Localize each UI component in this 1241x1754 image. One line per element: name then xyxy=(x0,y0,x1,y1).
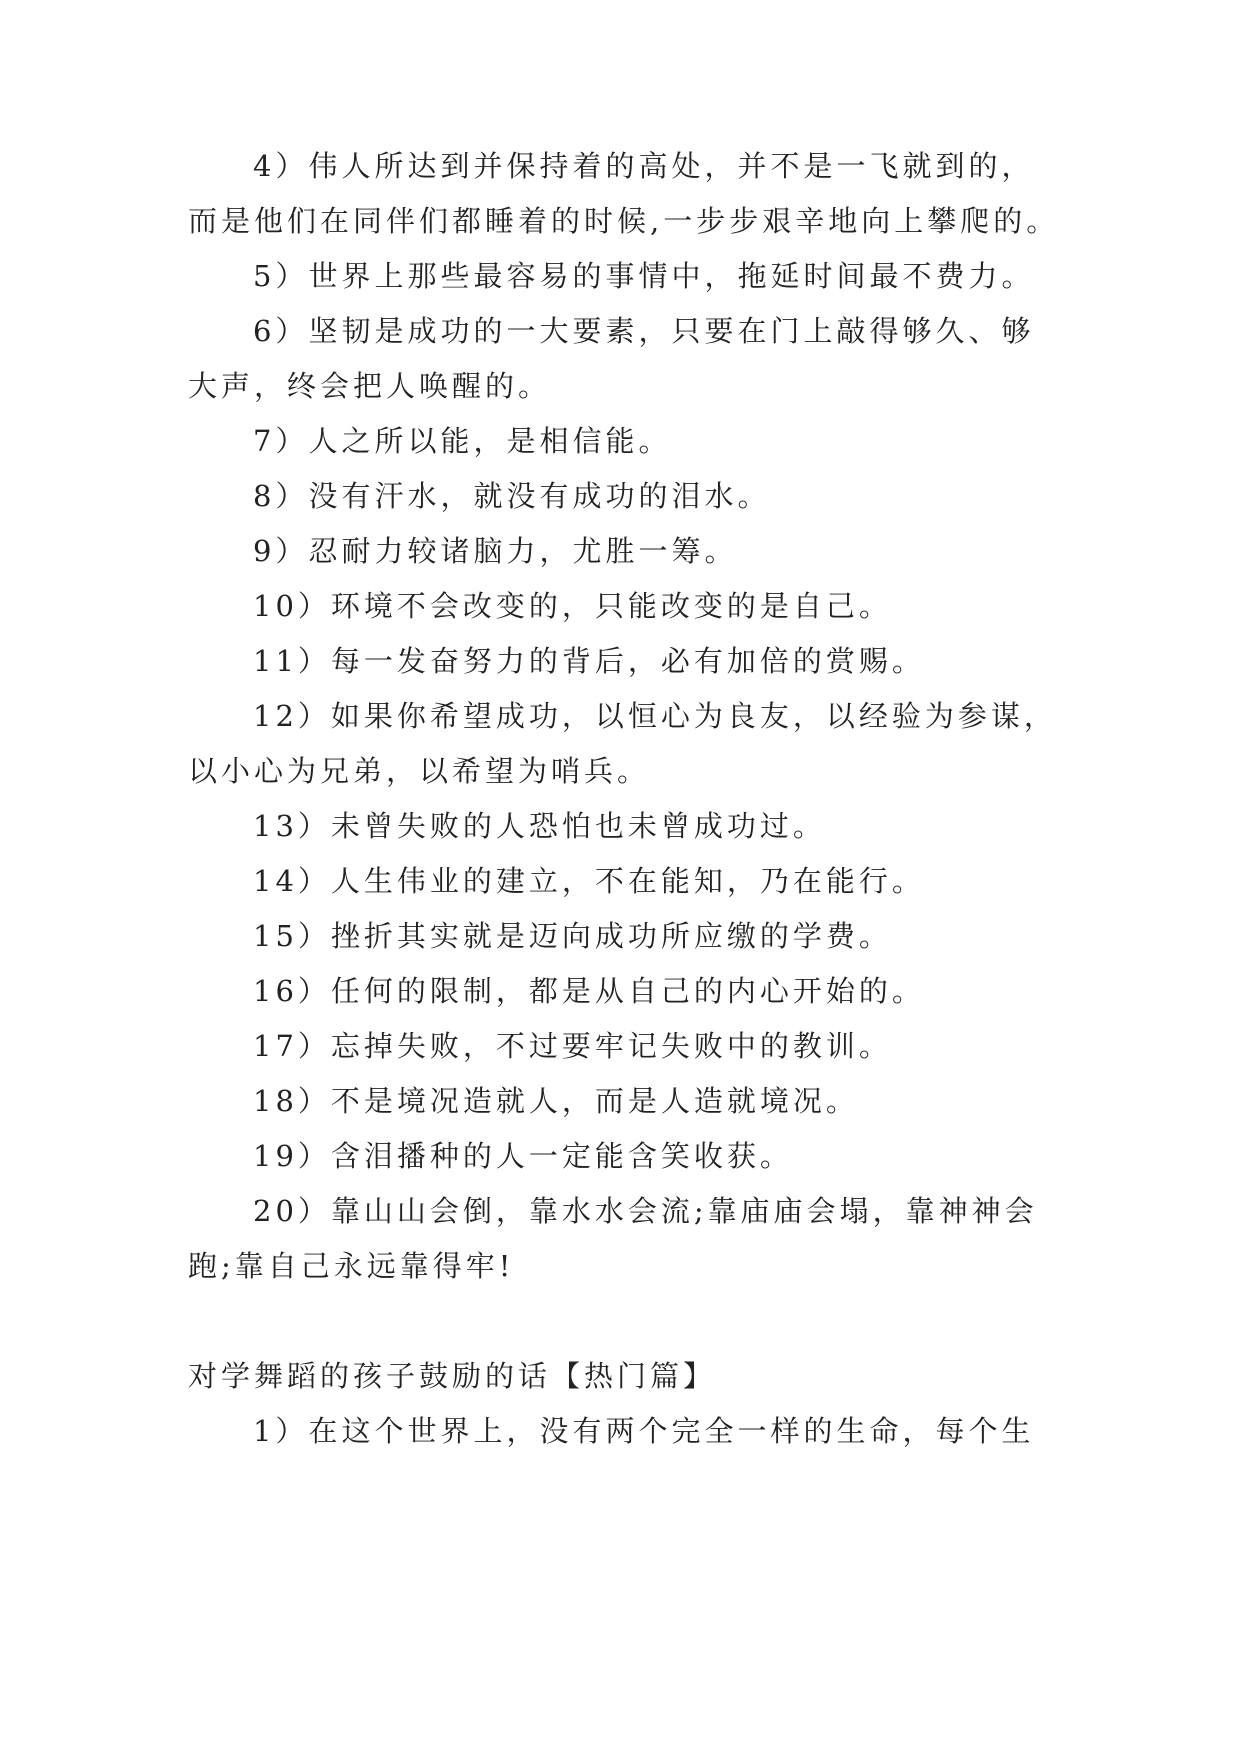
quote-8: 8）没有汗水，就没有成功的泪水。 xyxy=(253,479,771,513)
quote-6-line-1: 6）坚韧是成功的一大要素，只要在门上敲得够久、够 xyxy=(253,314,1035,348)
quote-4-line-2: 而是他们在同伴们都睡着的时候,一步步艰辛地向上攀爬的。 xyxy=(188,204,1060,238)
section-heading: 对学舞蹈的孩子鼓励的话【热门篇】 xyxy=(188,1359,717,1393)
quote-4-line-1: 4）伟人所达到并保持着的高处，并不是一飞就到的， xyxy=(253,149,1035,183)
quote-14: 14）人生伟业的建立，不在能知，乃在能行。 xyxy=(253,864,925,898)
quote-19: 19）含泪播种的人一定能含笑收获。 xyxy=(253,1139,793,1173)
quote-13: 13）未曾失败的人恐怕也未曾成功过。 xyxy=(253,809,826,843)
quote-18: 18）不是境况造就人，而是人造就境况。 xyxy=(253,1084,859,1118)
quote-7: 7）人之所以能，是相信能。 xyxy=(253,424,672,458)
quote-5: 5）世界上那些最容易的事情中，拖延时间最不费力。 xyxy=(253,259,1035,293)
quote-10: 10）环境不会改变的，只能改变的是自己。 xyxy=(253,589,892,623)
section-quote-1: 1）在这个世界上，没有两个完全一样的生命，每个生 xyxy=(253,1414,1035,1448)
quote-16: 16）任何的限制，都是从自己的内心开始的。 xyxy=(253,974,925,1008)
quote-9: 9）忍耐力较诸脑力，尤胜一筹。 xyxy=(253,534,738,568)
quote-15: 15）挫折其实就是迈向成功所应缴的学费。 xyxy=(253,919,892,953)
quote-11: 11）每一发奋努力的背后，必有加倍的赏赐。 xyxy=(253,644,925,678)
quote-6-line-2: 大声，终会把人唤醒的。 xyxy=(188,369,552,403)
quote-20-line-2: 跑;靠自己永远靠得牢! xyxy=(188,1249,515,1283)
quote-12-line-2: 以小心为兄弟，以希望为哨兵。 xyxy=(188,754,651,788)
quote-17: 17）忘掉失败，不过要牢记失败中的教训。 xyxy=(253,1029,892,1063)
quote-12-line-1: 12）如果你希望成功，以恒心为良友，以经验为参谋， xyxy=(253,699,1057,733)
quote-20-line-1: 20）靠山山会倒，靠水水会流;靠庙庙会塌，靠神神会 xyxy=(253,1194,1038,1228)
